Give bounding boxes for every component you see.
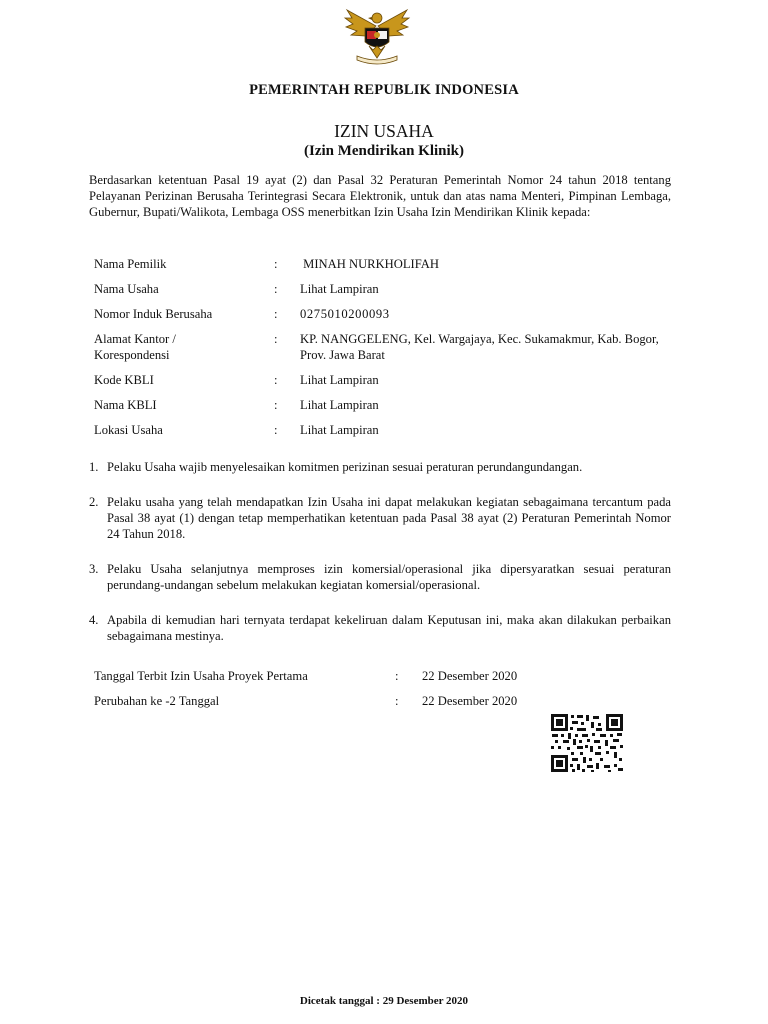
field-value: Lihat Lampiran bbox=[300, 398, 379, 412]
field-colon: : bbox=[274, 307, 278, 321]
date-label: Tanggal Terbit Izin Usaha Proyek Pertama bbox=[94, 669, 308, 683]
field-row-nib bbox=[94, 306, 674, 322]
provision-number: 3. bbox=[89, 562, 99, 576]
holder-details bbox=[94, 256, 674, 447]
field-label: Alamat Kantor / Korespondensi bbox=[94, 332, 176, 362]
document-subtitle: (Izin Mendirikan Klinik) bbox=[303, 143, 465, 159]
provision-text: Pelaku Usaha selanjutnya memproses izin komersial/operasional jika dipersyaratkan sesuai peraturan perundang-undangan sebelum melakukan kegiatan komersial/operasional. bbox=[107, 562, 671, 592]
provision-item bbox=[89, 561, 671, 593]
intro-paragraph: Berdasarkan ketentuan Pasal 19 ayat (2) dan Pasal 32 Peraturan Pemerintah Nomor 24 tahun 2018 tentang Pelayanan Perizinan Berusaha Terintegrasi Secara Elektronik, untuk dan atas nama Menteri, Pimpinan Lembaga, Gubernur, Bupati/Walikota, Lembaga OSS menerbitkan Izin Usaha Izin Mendirikan Klinik kepada: bbox=[89, 173, 671, 219]
field-colon: : bbox=[274, 373, 278, 387]
provision-number: 4. bbox=[89, 613, 99, 627]
field-label: Kode KBLI bbox=[94, 373, 154, 387]
provision-text: Pelaku Usaha wajib menyelesaikan komitmen perizinan sesuai peraturan perundangundangan. bbox=[107, 460, 583, 474]
provision-text: Apabila di kemudian hari ternyata terdapat kekeliruan dalam Keputusan ini, maka akan dilakukan perbaikan sebagaimana mestinya. bbox=[107, 613, 671, 643]
field-row-business-name bbox=[94, 281, 674, 297]
date-row-first-issue bbox=[94, 668, 594, 684]
field-label: Lokasi Usaha bbox=[94, 423, 163, 437]
government-heading: PEMERINTAH REPUBLIK INDONESIA bbox=[249, 82, 519, 98]
field-label: Nama Pemilik bbox=[94, 257, 167, 271]
field-value: Lihat Lampiran bbox=[300, 423, 379, 437]
issue-dates bbox=[94, 668, 594, 718]
provision-number: 2. bbox=[89, 495, 99, 509]
provision-item bbox=[89, 612, 671, 644]
field-label: Nama Usaha bbox=[94, 282, 159, 296]
document-title: IZIN USAHA bbox=[334, 121, 434, 141]
field-row-location bbox=[94, 422, 674, 438]
field-row-kbli-name bbox=[94, 397, 674, 413]
field-row-address bbox=[94, 331, 674, 363]
field-label: Nomor Induk Berusaha bbox=[94, 307, 213, 321]
date-label: Perubahan ke -2 Tanggal bbox=[94, 694, 220, 708]
provision-text: Pelaku usaha yang telah mendapatkan Izin Usaha ini dapat melakukan kegiatan sebagaimana tercantum pada Pasal 38 ayat (1) dengan tetap memperhatikan ketentuan pada Pasal 38 ayat (2) Peraturan Pemerintah Nomor 24 Tahun 2018. bbox=[107, 495, 671, 541]
date-colon: : bbox=[395, 669, 399, 683]
field-row-owner bbox=[94, 256, 674, 272]
field-row-kbli-code bbox=[94, 372, 674, 388]
field-label: Nama KBLI bbox=[94, 398, 157, 412]
field-value: KP. NANGGELENG, Kel. Wargajaya, Kec. Sukamakmur, Kab. Bogor, Prov. Jawa Barat bbox=[300, 332, 659, 362]
print-date: Dicetak tanggal : 29 Desember 2020 bbox=[299, 995, 469, 1007]
field-value: 0275010200093 bbox=[300, 307, 390, 321]
date-value: 22 Desember 2020 bbox=[422, 669, 518, 683]
field-value: Lihat Lampiran bbox=[300, 282, 379, 296]
field-value: MINAH NURKHOLIFAH bbox=[300, 257, 439, 271]
date-value: 22 Desember 2020 bbox=[422, 694, 518, 708]
qr-code-icon bbox=[550, 713, 624, 773]
provision-item bbox=[89, 494, 671, 542]
field-colon: : bbox=[274, 423, 278, 437]
provision-item bbox=[89, 459, 671, 475]
field-colon: : bbox=[274, 398, 278, 412]
date-row-change bbox=[94, 693, 594, 709]
provision-number: 1. bbox=[89, 460, 99, 474]
field-colon: : bbox=[274, 332, 278, 346]
date-colon: : bbox=[395, 694, 399, 708]
provisions-list bbox=[89, 459, 671, 644]
field-value: Lihat Lampiran bbox=[300, 373, 379, 387]
garuda-emblem-icon bbox=[343, 6, 411, 66]
field-colon: : bbox=[274, 257, 278, 271]
field-colon: : bbox=[274, 282, 278, 296]
